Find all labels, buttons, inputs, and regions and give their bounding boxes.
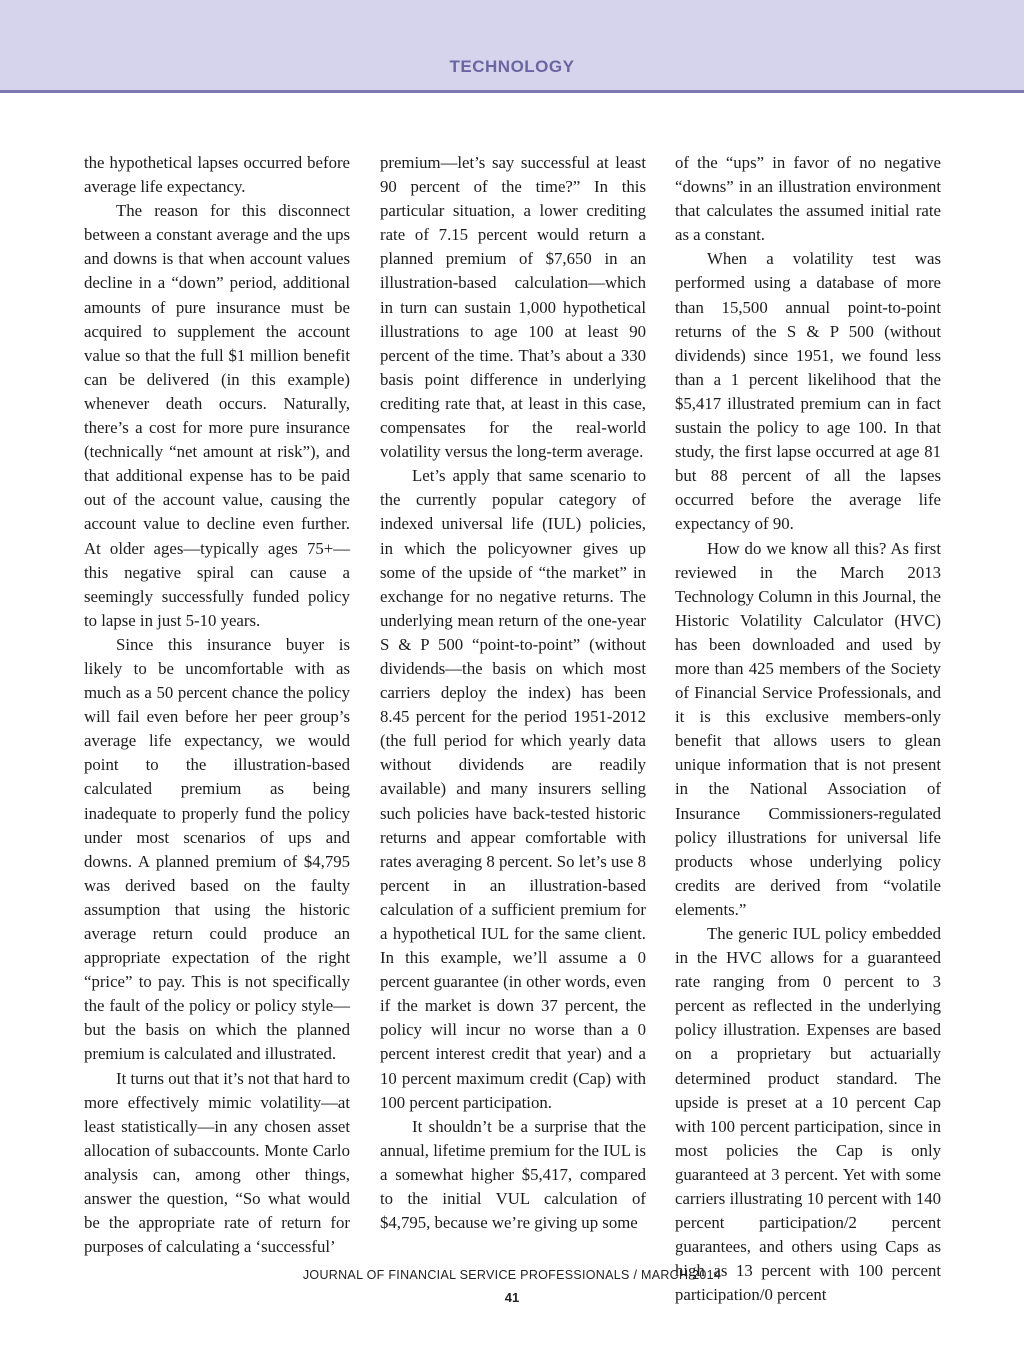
- paragraph: The reason for this disconnect between a constant average and the ups and downs is that when account values decline in a “down” period, additional amounts of pure insurance must be acquired to supplement the account value so that the full $1 million benefit can be delivered (in this example) whenever death occurs. Naturally, there’s a cost for more pure insurance (technically “net amount at risk”), and that additional expense has to be paid out of the account value, causing the account value to decline even further. At older ages—typically ages 75+—this negative spiral can cause a seemingly successfully funded policy to lapse in just 5-10 years.: [84, 201, 350, 630]
- text-column-3: [675, 151, 941, 1308]
- paragraph: Let’s apply that same scenario to the currently popular category of indexed universal life (IUL) policies, in which the policyowner gives up some of the upside of “the market” in exchange for no negative returns. The underlying mean return of the one-year S & P 500 “point-to-point” (without dividends—the basis on which most carriers deploy the index) has been 8.45 percent for the period 1951-2012 (the full period for which yearly data without dividends are readily available) and many insurers selling such policies have back-tested historic returns and appear comfortable with rates averaging 8 percent. So let’s use 8 percent in an illustration-based calculation of a sufficient premium for a hypothetical IUL for the same client. In this example, we’ll assume a 0 percent guarantee (in other words, even if the market is down 37 percent, the policy will incur no worse than a 0 percent interest credit that year) and a 10 percent maximum credit (Cap) with 100 percent participation.: [380, 466, 646, 1112]
- paragraph: How do we know all this? As first reviewed in the March 2013 Technology Column in this Journal, the Historic Volatility Calculator (HVC) has been downloaded and used by more than 425 members of the Society of Financial Service Professionals, and it is this exclusive members-only benefit that allows users to glean unique information that is not present in the National Association of Insurance Commissioners-regulated policy illustrations for universal life products whose underlying policy credits are derived from “volatile elements.”: [675, 538, 941, 919]
- paragraph: It turns out that it’s not that hard to more effectively mimic volatility—at least statistically—in any chosen asset allocation of subaccounts. Monte Carlo analysis can, among other things, answer the question, “So what would be the appropriate rate of return for purposes of calculating a ‘successful’: [84, 1068, 350, 1257]
- section-title: TECHNOLOGY: [449, 57, 575, 76]
- header-band: [0, 0, 1024, 93]
- paragraph: It shouldn’t be a surprise that the annual, lifetime premium for the IUL is a somewhat higher $5,417, compared to the initial VUL calculation of $4,795, because we’re giving up some: [380, 1116, 646, 1233]
- footer-journal-title: JOURNAL OF FINANCIAL SERVICE PROFESSIONALS / MARCH 2014: [302, 1268, 722, 1282]
- paragraph: The generic IUL policy embedded in the HVC allows for a guaranteed rate ranging from 0 percent to 3 percent as reflected in the underlying policy illustration. Expenses are based on a proprietary but actuarially determined product standard. The upside is preset at a 10 percent Cap with 100 percent participation, since in most policies the Cap is only guaranteed at 3 percent. Yet with some carriers illustrating 10 percent with 140 percent participation/2 percent guarantees, and others using Caps as high as 13 percent with 100 percent participation/0 percent: [675, 924, 941, 1305]
- page-number: 41: [504, 1290, 520, 1305]
- paragraph: the hypothetical lapses occurred before average life expectancy.: [84, 153, 350, 197]
- paragraph: of the “ups” in favor of no negative “downs” in an illustration environment that calculates the assumed initial rate as a constant.: [675, 153, 941, 245]
- paragraph: premium—let’s say successful at least 90 percent of the time?” In this particular situation, a lower crediting rate of 7.15 percent would return a planned premium of $7,650 in an illustration-based calculation—which in turn can sustain 1,000 hypothetical illustrations to age 100 at least 90 percent of the time. That’s about a 330 basis point difference in underlying crediting rate that, at least in this case, compensates for the real-world volatility versus the long-term average.: [380, 153, 646, 462]
- paragraph: When a volatility test was performed using a database of more than 15,500 annual point-to-point returns of the S & P 500 (without dividends) since 1951, we found less than a 1 percent likelihood that the $5,417 illustrated premium can in fact sustain the policy to age 100. In that study, the first lapse occurred at age 81 but 88 percent of all the lapses occurred before the average life expectancy of 90.: [675, 249, 941, 534]
- text-column-2: [380, 151, 646, 1235]
- paragraph: Since this insurance buyer is likely to be uncomfortable with as much as a 50 percent chance the policy will fail even before her peer group’s average life expectancy, we would point to the illustration-based calculated premium as being inadequate to properly fund the policy under most scenarios of ups and downs. A planned premium of $4,795 was derived based on the faulty assumption that using the historic average return could produce an appropriate expectation of the right “price” to pay. This is not specifically the fault of the policy or policy style—but the basis on which the planned premium is calculated and illustrated.: [84, 634, 350, 1064]
- text-column-1: [84, 151, 350, 1259]
